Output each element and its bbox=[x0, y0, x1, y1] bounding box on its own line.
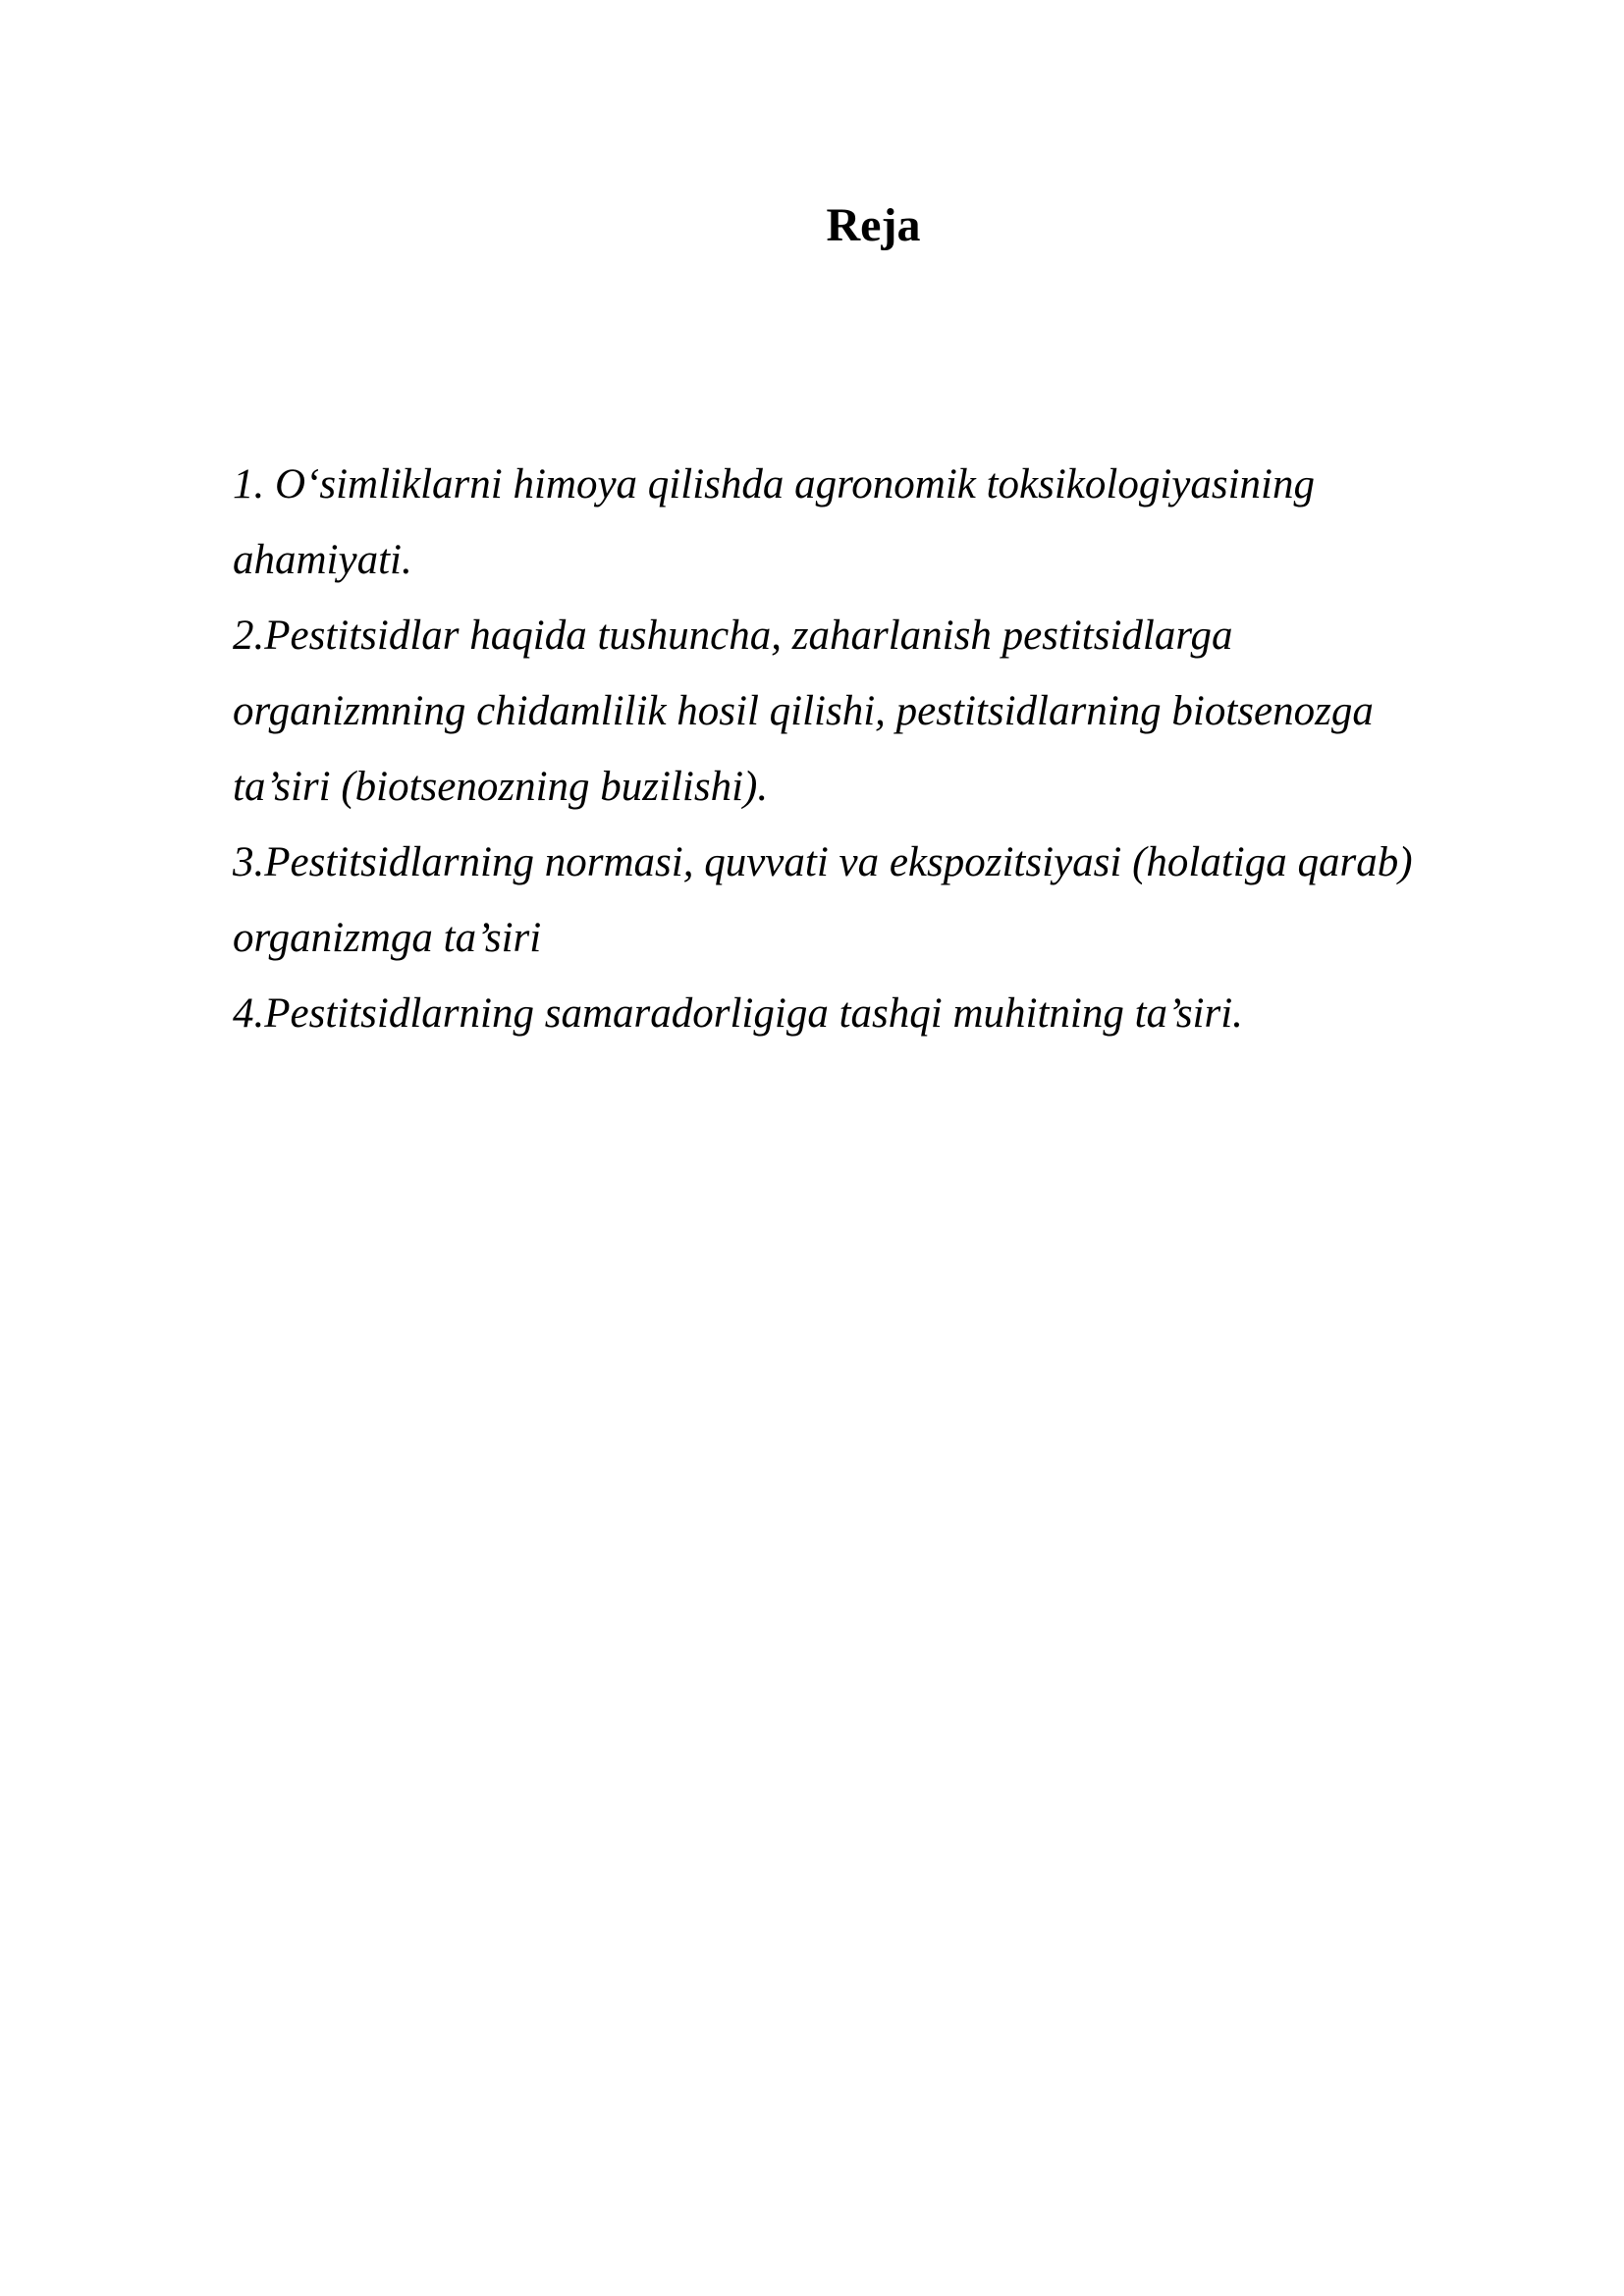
plan-line-4: organizmning chidamlilik hosil qilishi, pestitsidlarning biotsenozga bbox=[233, 688, 1374, 734]
plan-line-7: organizmga ta’siri bbox=[233, 915, 542, 961]
plan-line-2: ahamiyati. bbox=[233, 537, 412, 583]
page-title: Reja bbox=[826, 199, 921, 251]
plan-line-8: 4.Pestitsidlarning samaradorligiga tashqi muhitning ta’siri. bbox=[233, 990, 1243, 1037]
plan-line-6: 3.Pestitsidlarning normasi, quvvati va ekspozitsiyasi (holatiga qarab) bbox=[233, 839, 1413, 885]
plan-line-5: ta’siri (biotsenozning buzilishi). bbox=[233, 764, 769, 810]
plan-line-1: 1. O‘simliklarni himoya qilishda agronomik toksikologiyasining bbox=[233, 461, 1316, 507]
plan-list bbox=[233, 447, 1529, 1051]
plan-line-3: 2.Pestitsidlar haqida tushuncha, zaharlanish pestitsidlarga bbox=[233, 613, 1233, 659]
